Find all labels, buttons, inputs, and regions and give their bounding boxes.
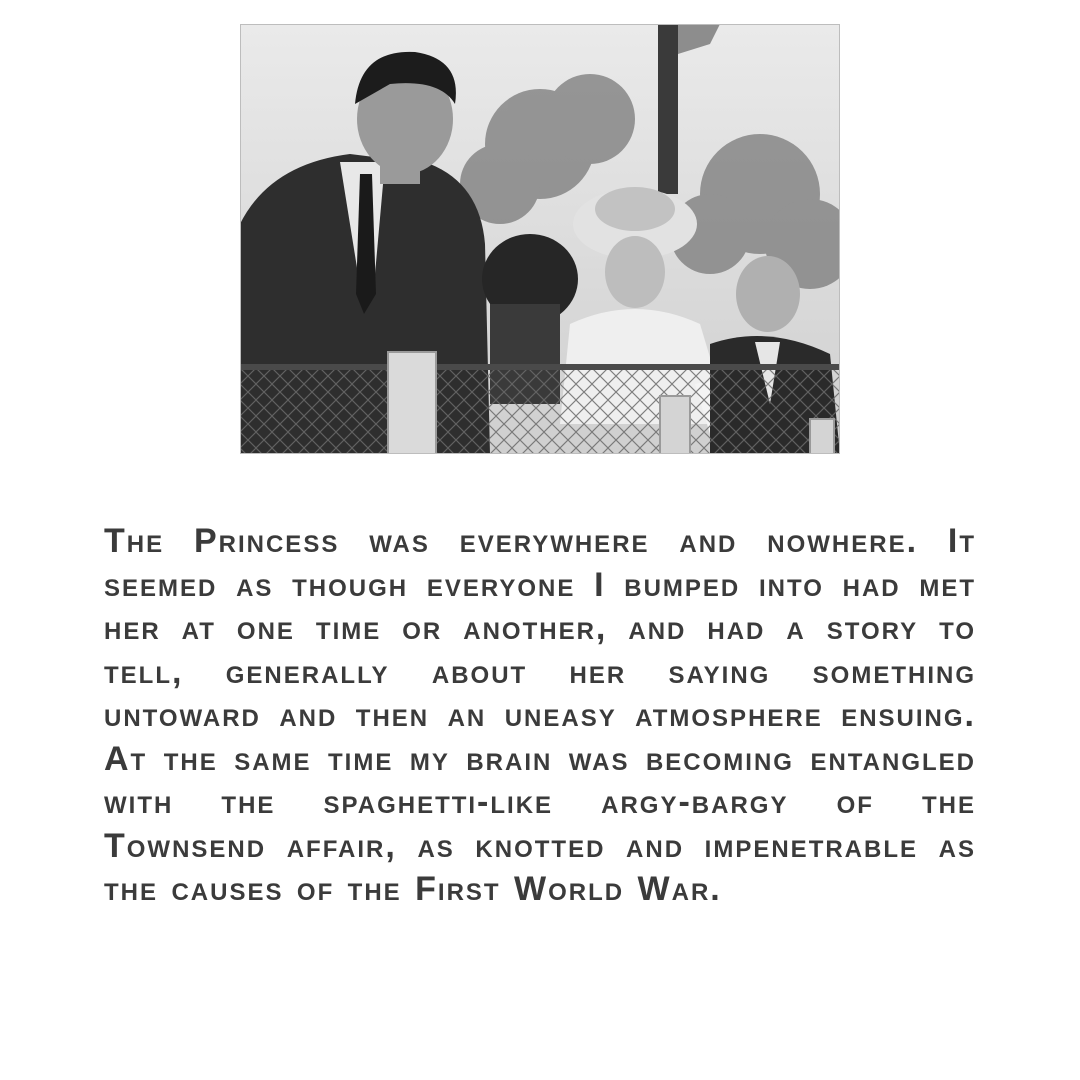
archival-photograph <box>240 24 840 454</box>
caption-paragraph: The Princess was everywhere and nowhere. It seemed as though everyone I bumped into had met her at one time or another, and had a story to tell, generally about her saying something untoward and then an uneasy atmosphere ensuing. At the same time my brain was becoming entangled with the spaghetti-like argy-bargy of the Townsend affair, as knotted and impenetrable as the causes of the First World War. <box>104 522 976 908</box>
photograph-illustration <box>240 24 840 454</box>
flag-pole <box>658 24 678 194</box>
chain-link-fence <box>240 352 840 454</box>
